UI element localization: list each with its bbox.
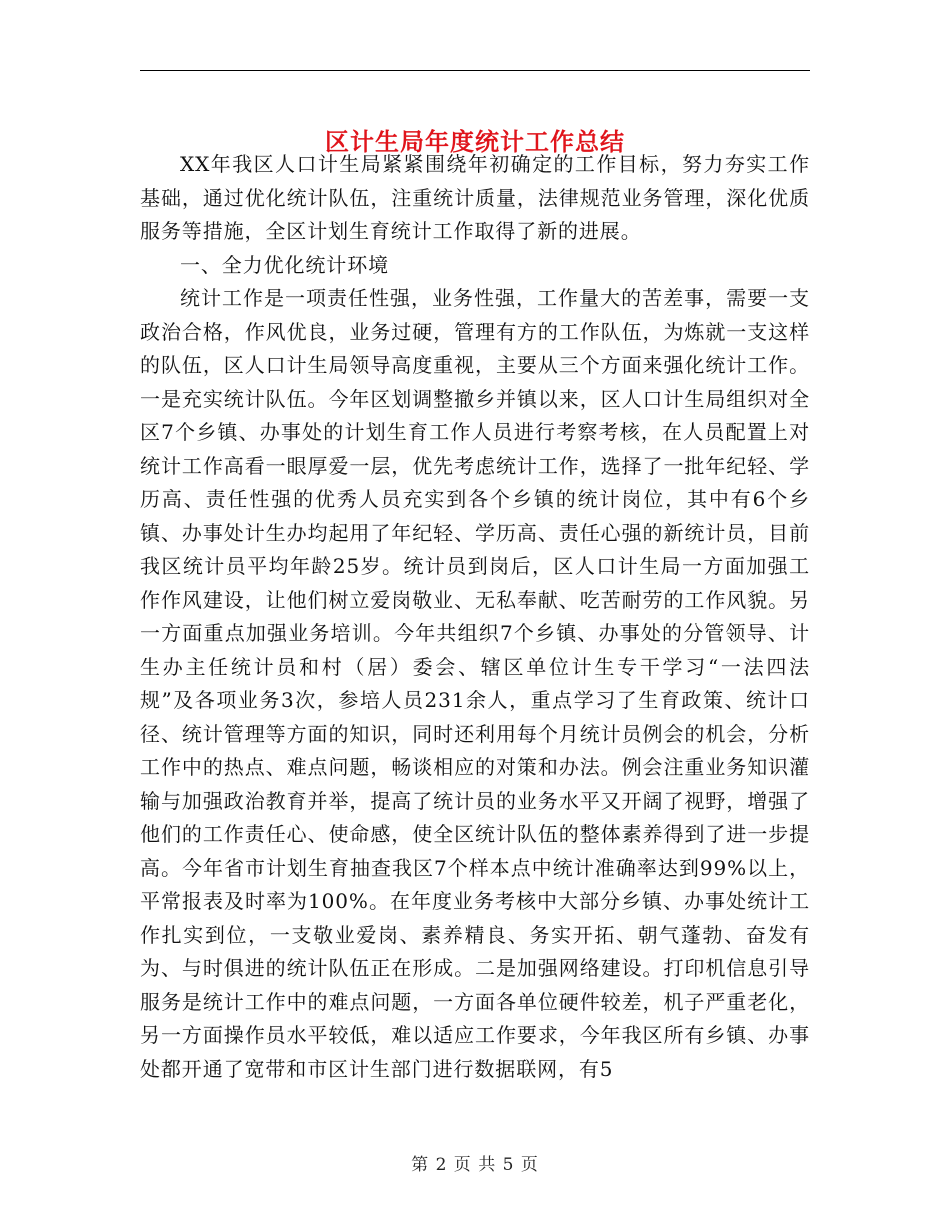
section-heading: 一、全力优化统计环境 xyxy=(180,252,389,277)
document-title: 区计生局年度统计工作总结 xyxy=(325,127,625,157)
document-body xyxy=(140,148,810,1086)
body-paragraph: 统计工作是一项责任性强，业务性强，工作量大的苦差事，需要一支政治合格，作风优良，业务过硬，管理有方的工作队伍，为炼就一支这样的队伍，区人口计生局领导高度重视，主要从三个方面来强化统计工作。一是充实统计队伍。今年区划调整撤乡并镇以来，区人口计生局组织对全区7个乡镇、办事处的计划生育工作人员进行考察考核，在人员配置上对统计工作高看一眼厚爱一层，优先考虑统计工作，选择了一批年纪轻、学历高、责任性强的优秀人员充实到各个乡镇的统计岗位，其中有6个乡镇、办事处计生办均起用了年纪轻、学历高、责任心强的新统计员，目前我区统计员平均年龄25岁。统计员到岗后，区人口计生局一方面加强工作作风建设，让他们树立爱岗敬业、无私奉献、吃苦耐劳的工作风貌。另一方面重点加强业务培训。今年共组织7个乡镇、办事处的分管领导、计生办主任统计员和村（居）委会、辖区单位计生专干学习“一法四法规”及各项业务3次，参培人员231余人，重点学习了生育政策、统计口径、统计管理等方面的知识，同时还利用每个月统计员例会的机会，分析工作中的热点、难点问题，畅谈相应的对策和办法。例会注重业务知识灌输与加强政治教育并举，提高了统计员的业务水平又开阔了视野，增强了他们的工作责任心、使命感，使全区统计队伍的整体素养得到了进一步提高。今年省市计划生育抽查我区7个样本点中统计准确率达到99%以上，平常报表及时率为100%。在年度业务考核中大部分乡镇、办事处统计工作扎实到位，一支敬业爱岗、素养精良、务实开拓、朝气蓬勃、奋发有为、与时俱进的统计队伍正在形成。二是加强网络建设。打印机信息引导服务是统计工作中的难点问题，一方面各单位硬件较差，机子严重老化，另一方面操作员水平较低，难以适应工作要求，今年我区所有乡镇、办事处都开通了宽带和市区计生部门进行数据联网，有5 xyxy=(140,286,810,1081)
header-rule xyxy=(140,70,810,71)
page-footer: 第 2 页 共 5 页 xyxy=(411,1155,539,1175)
intro-paragraph: XX年我区人口计生局紧紧围绕年初确定的工作目标，努力夯实工作基础，通过优化统计队伍，注重统计质量，法律规范业务管理，深化优质服务等措施，全区计划生育统计工作取得了新的进展。 xyxy=(140,152,810,243)
